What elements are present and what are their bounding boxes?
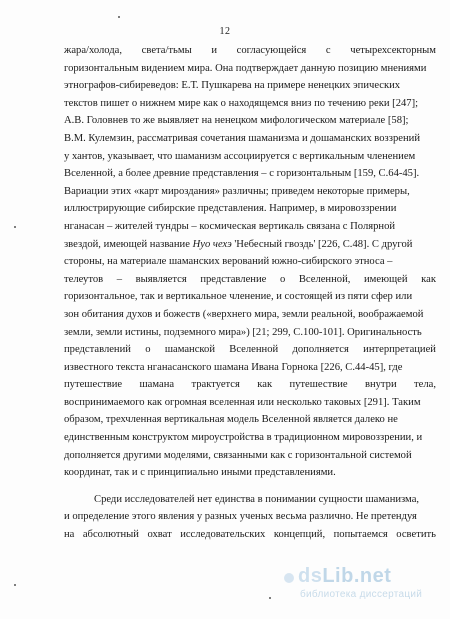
line-segment: 'Небесный гвоздь' [226, С.48]. С другой	[231, 238, 413, 250]
word: абсолютный	[82, 529, 139, 541]
word: как	[257, 379, 273, 391]
word: дополняется	[292, 344, 349, 356]
word: на	[64, 529, 75, 541]
word: осветить	[396, 529, 436, 541]
text-line: горизонтальное, так и вертикальное членение, и состоящей из пяти сфер или	[64, 291, 413, 303]
text-line: А.В. Головнев то же выявляет на ненецком мифологическом материале [58];	[64, 115, 409, 127]
text-line: единственным конструктом мироустройства в традиционном мировоззрении, и	[64, 432, 423, 444]
word: путешествие	[289, 379, 348, 391]
word: трактуется	[191, 379, 240, 391]
italic-term: Нуо чехэ	[192, 238, 232, 250]
scan-speck	[118, 16, 120, 18]
text-line: этнографов-сибиреведов: Е.Т. Пушкарева на примере ненецких эпических	[64, 80, 401, 92]
word: согласующейся	[236, 45, 307, 56]
text-line	[64, 376, 436, 394]
text-line	[64, 236, 436, 254]
scan-speck	[269, 597, 271, 599]
text-line: Вселенной, а более древние представления – с горизонтальным [159, С.64-45].	[64, 168, 420, 180]
logo-dot-icon	[284, 573, 294, 583]
text-line: известного текста нганасанского шамана Ивана Горнока [226, С.44-45], где	[64, 361, 403, 373]
body-text	[64, 42, 436, 544]
word: с	[325, 45, 331, 56]
dslib-watermark	[298, 565, 438, 605]
word: представлений	[64, 344, 131, 356]
scan-speck	[14, 584, 16, 586]
text-line: земли, земли истины, подземного мира») [21; 299, С.100-101]. Оригинальность	[64, 326, 422, 338]
word: о	[145, 344, 151, 356]
watermark-logo	[298, 565, 391, 588]
word: Вселенной,	[298, 273, 351, 285]
word: и	[211, 45, 217, 56]
text-line	[64, 42, 436, 60]
word: имеющей	[364, 273, 408, 285]
word: исследовательских	[180, 529, 266, 541]
word: телеутов	[64, 273, 104, 285]
text-line: горизонтальным видением мира. Она подтверждает данную позицию мнениями	[64, 62, 427, 74]
word: четырехсекторным	[350, 45, 436, 56]
word: интерпретацией	[363, 344, 436, 356]
word: жара/холода,	[64, 45, 123, 56]
word: Вселенной	[229, 344, 279, 356]
text-line: дополняется другими моделями, связанными как с горизонтальной системой	[64, 449, 412, 461]
word: шамана	[139, 379, 175, 391]
word: тела,	[414, 379, 436, 391]
word: охват	[147, 529, 172, 541]
word: света/тьмы	[141, 45, 192, 56]
text-line: образом, трехчленная вертикальная модель Вселенной является далеко не	[64, 414, 398, 426]
page-number: 12	[219, 26, 231, 37]
word: –	[116, 273, 123, 285]
text-line: воспринимаемого как огромная вселенная или несколько таковых [291]. Таким	[64, 396, 421, 408]
paragraph-gap	[64, 482, 436, 491]
text-line: иллюстрирующие сибирские представления. Например, в мировоззрении	[64, 203, 397, 215]
word: внутри	[364, 379, 397, 391]
word: о	[279, 273, 286, 285]
text-line: у хантов, указывает, что шаманизм ассоциируется с вертикальным членением	[64, 150, 416, 162]
word: попытаемся	[333, 529, 388, 541]
word: путешествие	[64, 379, 123, 391]
word: концепций,	[273, 529, 326, 541]
text-line: координат, так и с принципиально иными представлениями.	[64, 467, 336, 479]
line-segment: звездой, имеющей название	[64, 238, 193, 250]
word: выявляется	[135, 273, 187, 285]
text-line	[64, 526, 436, 544]
text-line: нганасан – жителей тундры – космическая вертикаль связана с Полярной	[64, 220, 396, 232]
scan-speck	[14, 226, 16, 228]
text-line: текстов пишет о нижнем мире как о находящемся вниз по течению реки [247];	[64, 97, 419, 109]
logo-ds: ds	[298, 565, 323, 587]
text-line	[64, 341, 436, 359]
text-line	[64, 271, 436, 289]
text-line: стороны, на материале шаманских верований южно-сибирского этноса –	[64, 256, 393, 268]
word: шаманской	[164, 344, 215, 356]
text-line: Среди исследователей нет единства в понимании сущности шаманизма,	[94, 493, 420, 505]
word: как	[421, 273, 436, 285]
word: представление	[200, 273, 267, 285]
text-line: и определение этого явления у разных ученых весьма различно. Не претендуя	[64, 511, 417, 523]
text-line: В.М. Кулемзин, рассматривая сочетания шаманизма и дошаманских воззрений	[64, 132, 421, 144]
text-line: зон обитания духов и божеств («верхнего мира, земли реальной, воображаемой	[64, 308, 424, 320]
watermark-subtitle: библиотека диссертаций	[300, 589, 423, 600]
logo-lib: Lib.net	[322, 565, 392, 587]
text-line: Вариации этих «карт мироздания» различны; приведем некоторые примеры,	[64, 185, 410, 197]
